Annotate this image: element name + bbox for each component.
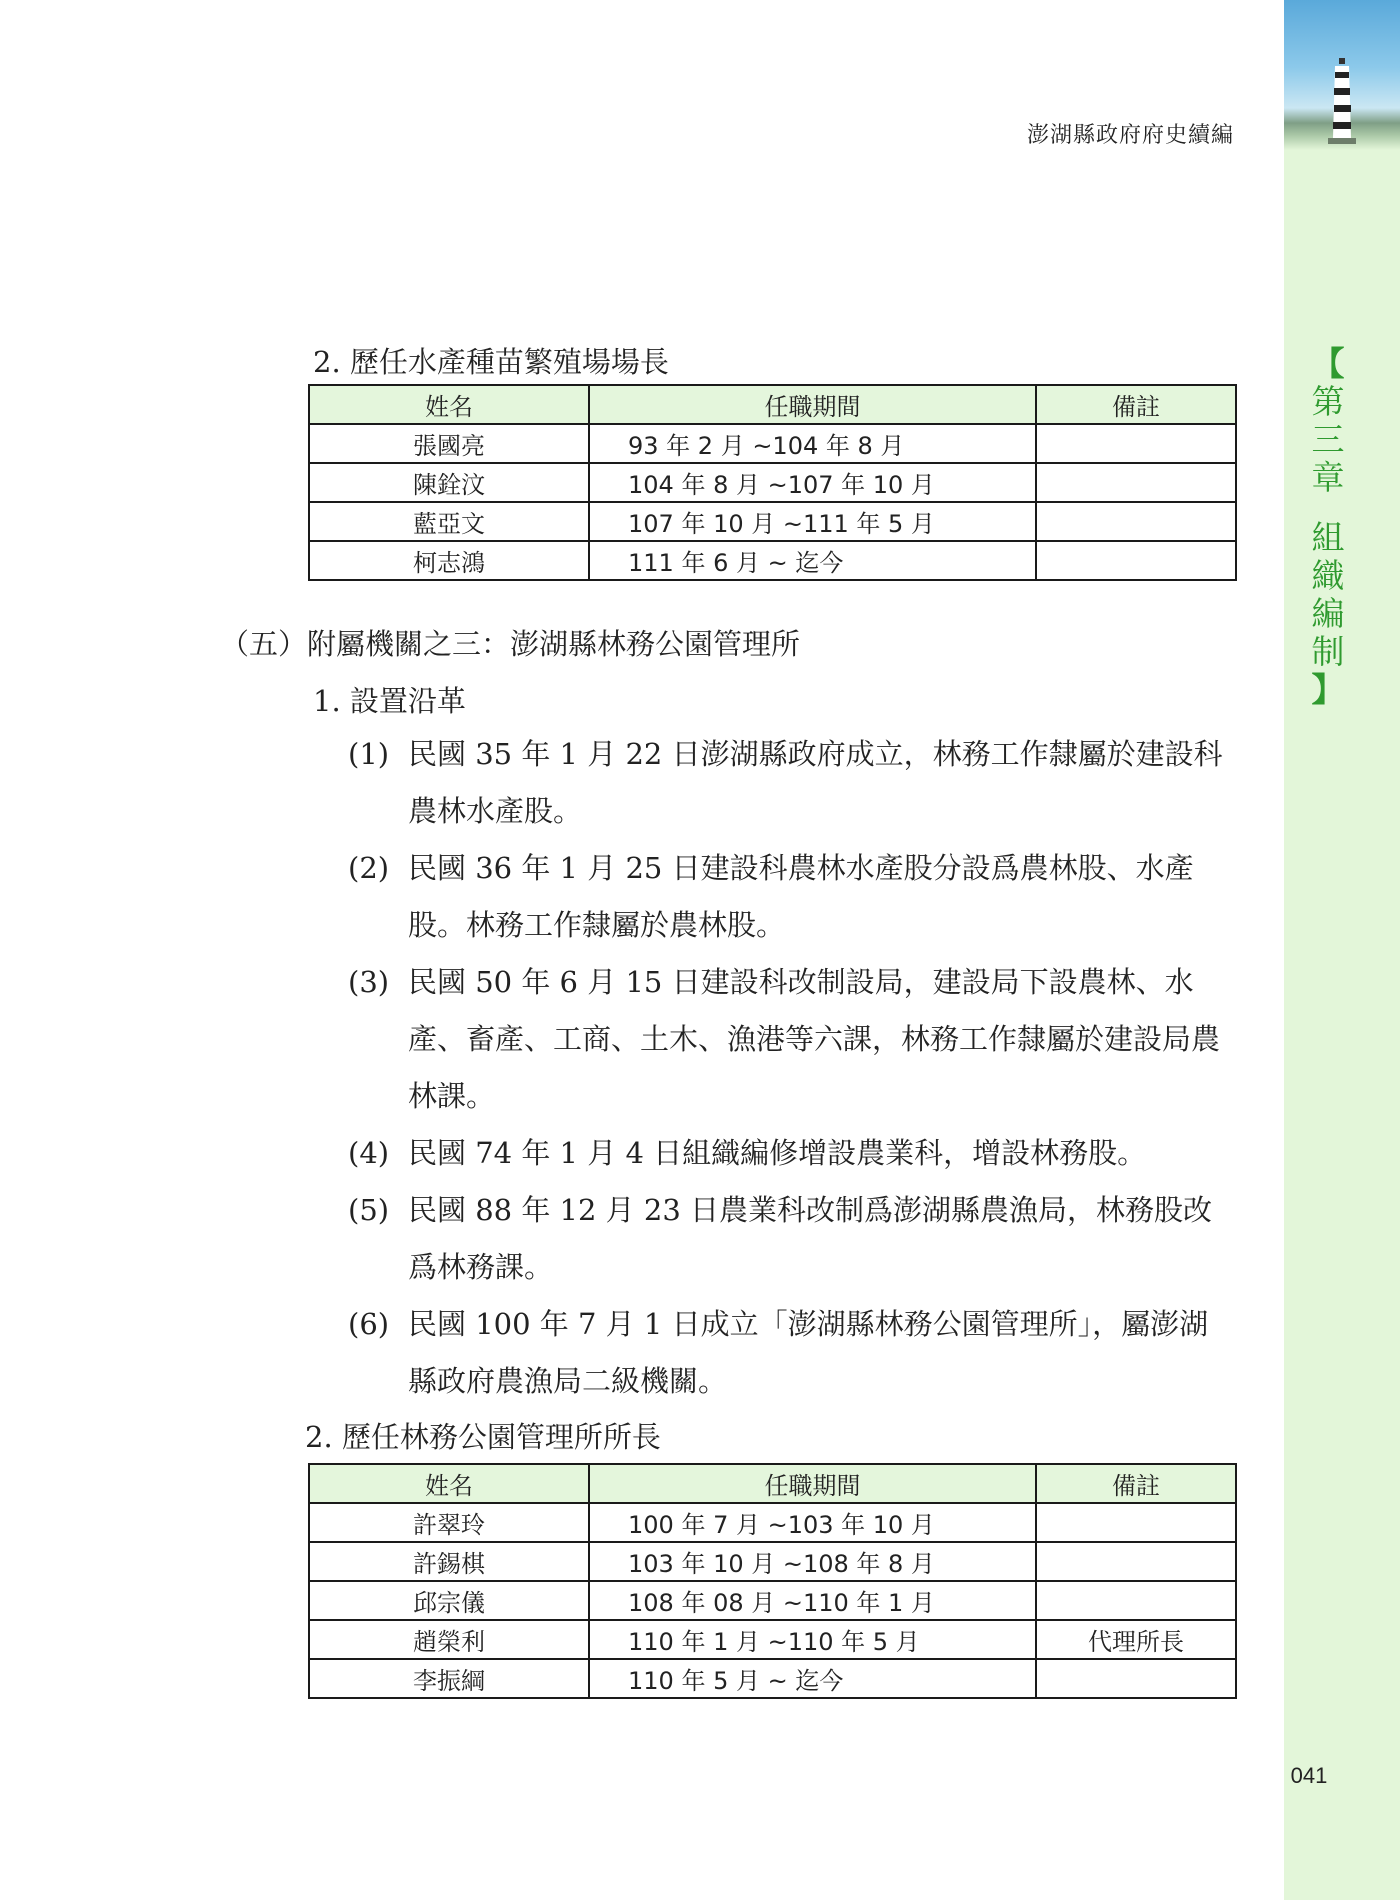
cell-term: 104 年 8 月 ~107 年 10 月 [589,463,1036,502]
chapter-tab-char: 第 [1311,382,1345,421]
cell-term: 93 年 2 月 ~104 年 8 月 [589,424,1036,463]
cell-name: 陳銓汶 [309,463,589,502]
item-number: (2) [348,851,390,885]
history-item [348,1125,1236,1182]
cell-term: 100 年 7 月 ~103 年 10 月 [589,1503,1036,1542]
cell-term: 111 年 6 月 ~ 迄今 [589,541,1036,580]
cell-note [1036,502,1236,541]
cell-note [1036,1581,1236,1620]
lighthouse-photo [1284,0,1400,150]
history-item [348,954,1236,1125]
cell-note [1036,1659,1236,1698]
page-number: 041 [1290,1763,1328,1788]
cell-term: 107 年 10 月 ~111 年 5 月 [589,502,1036,541]
column-header: 備註 [1036,1464,1236,1503]
column-header: 任職期間 [589,1464,1036,1503]
item-number: (6) [348,1307,390,1341]
history-item [348,1296,1236,1410]
table-row [309,463,1236,502]
chapter-tab-char: 織 [1311,556,1345,595]
table-row [309,1542,1236,1581]
history-item [348,840,1236,954]
chapter-tab-char: 編 [1311,594,1345,633]
cell-name: 許錫棋 [309,1542,589,1581]
history-item [348,1182,1236,1296]
chapter-tab-char: 組 [1311,518,1345,557]
table-row [309,502,1236,541]
section-heading: 2. 歷任水產種苗繁殖場場長 [313,345,669,379]
chapter-tab-char: 制 [1311,632,1345,671]
history-item [348,726,1236,840]
cell-term: 110 年 1 月 ~110 年 5 月 [589,1620,1036,1659]
running-header: 澎湖縣政府府史續編 [1026,123,1234,148]
column-header: 任職期間 [589,385,1036,424]
table-row [309,1581,1236,1620]
item-text: 民國 100 年 7 月 1 日成立「澎湖縣林務公園管理所」，屬澎湖縣政府農漁局二級機關。 [408,1307,1209,1398]
item-text: 民國 74 年 1 月 4 日組織編修增設農業科，增設林務股。 [408,1136,1147,1170]
chapter-sidebar [1284,0,1400,1900]
item-number: (4) [348,1136,390,1170]
item-text: 民國 50 年 6 月 15 日建設科改制設局，建設局下設農林、水產、畜產、工商、土木、漁港等六課，林務工作隸屬於建設局農林課。 [408,965,1221,1113]
director-table [308,384,1237,581]
chapter-tab-char: 【 [1311,344,1345,383]
item-text: 民國 36 年 1 月 25 日建設科農林水產股分設爲農林股、水產股。林務工作隸屬於農林股。 [408,851,1194,942]
director-table [308,1463,1237,1699]
lighthouse-icon [1326,58,1358,144]
table-row [309,424,1236,463]
cell-note [1036,541,1236,580]
cell-name: 許翠玲 [309,1503,589,1542]
chapter-tab-char: 】 [1311,670,1345,709]
cell-note [1036,1503,1236,1542]
item-number: (3) [348,965,390,999]
chapter-tab-char: 章 [1311,458,1345,497]
subsection-heading: 2. 歷任林務公園管理所所長 [305,1420,661,1454]
cell-note [1036,424,1236,463]
cell-name: 柯志鴻 [309,541,589,580]
column-header: 姓名 [309,1464,589,1503]
column-header: 姓名 [309,385,589,424]
cell-note [1036,463,1236,502]
cell-name: 趙榮利 [309,1620,589,1659]
chapter-tab-char: 三 [1311,420,1345,459]
table-header-row [309,385,1236,424]
cell-name: 張國亮 [309,424,589,463]
item-text: 民國 35 年 1 月 22 日澎湖縣政府成立，林務工作隸屬於建設科農林水產股。 [408,737,1223,828]
cell-term: 103 年 10 月 ~108 年 8 月 [589,1542,1036,1581]
subsection-heading: 1. 設置沿革 [313,684,466,718]
cell-term: 108 年 08 月 ~110 年 1 月 [589,1581,1036,1620]
table-row [309,541,1236,580]
cell-term: 110 年 5 月 ~ 迄今 [589,1659,1036,1698]
chapter-tab [1303,345,1353,709]
column-header: 備註 [1036,385,1236,424]
table-row [309,1503,1236,1542]
table-row [309,1620,1236,1659]
cell-note: 代理所長 [1036,1620,1236,1659]
item-number: (1) [348,737,390,771]
cell-name: 李振綱 [309,1659,589,1698]
item-number: (5) [348,1193,390,1227]
table-row [309,1659,1236,1698]
cell-note [1036,1542,1236,1581]
section-heading: （五）附屬機關之三：澎湖縣林務公園管理所 [220,627,801,661]
item-text: 民國 88 年 12 月 23 日農業科改制爲澎湖縣農漁局，林務股改爲林務課。 [408,1193,1213,1284]
table-header-row [309,1464,1236,1503]
cell-name: 藍亞文 [309,502,589,541]
cell-name: 邱宗儀 [309,1581,589,1620]
